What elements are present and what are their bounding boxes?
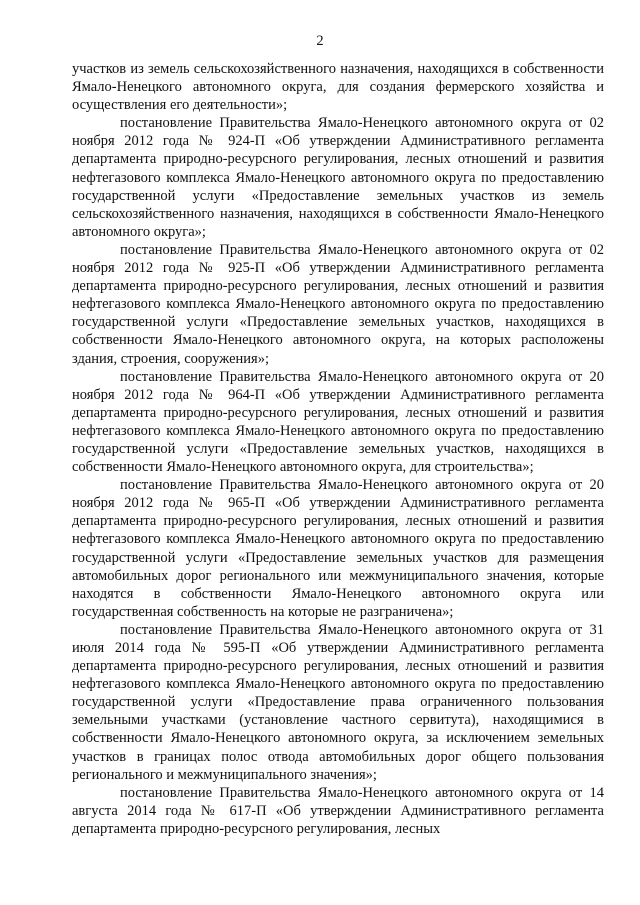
paragraph-resolution-925: постановление Правительства Ямало-Ненецкого автономного округа от 02 ноября 2012 года № 925-П «Об утверждении Административного регламента департамента природно-ресурсного регулирования, лесных отношений и развития нефтегазового комплекса Ямало-Ненецкого автономного округа по предоставлению государственной услуги «Предоставление земельных участков, находящихся в собственности Ямало-Ненецкого автономного округа, на которых расположены здания, строения, сооружения»; bbox=[72, 241, 604, 367]
paragraph-resolution-617: постановление Правительства Ямало-Ненецкого автономного округа от 14 августа 2014 года № 617-П «Об утверждении Административного регламента департамента природно-ресурсного регулирования, лесных bbox=[72, 784, 604, 837]
paragraph-resolution-924: постановление Правительства Ямало-Ненецкого автономного округа от 02 ноября 2012 года № 924-П «Об утверждении Административного регламента департамента природно-ресурсного регулирования, лесных отношений и развития нефтегазового комплекса Ямало-Ненецкого автономного округа по предоставлению государственной услуги «Предоставление земельных участков из земель сельскохозяйственного назначения, находящихся в собственности Ямало-Ненецкого автономного округа»; bbox=[72, 115, 604, 240]
paragraph-resolution-965: постановление Правительства Ямало-Ненецкого автономного округа от 20 ноября 2012 года № 965-П «Об утверждении Административного регламента департамента природно-ресурсного регулирования, лесных отношений и развития нефтегазового комплекса Ямало-Ненецкого автономного округа по предоставлению государственной услуги «Предоставление земельных участков для размещения автомобильных дорог регионального или межмуниципального значения, которые находятся в собственности Ямало-Ненецкого автономного округа или государственная собственность на которые не разграничена»; bbox=[72, 477, 604, 620]
paragraph-resolution-595: постановление Правительства Ямало-Ненецкого автономного округа от 31 июля 2014 года № 595-П «Об утверждении Административного регламента департамента природно-ресурсного регулирования, лесных отношений и развития нефтегазового комплекса Ямало-Ненецкого автономного округа по предоставлению государственной услуги «Предоставление права ограниченного пользования земельными участками (установление частного сервитута), находящимися в собственности Ямало-Ненецкого автономного округа, за исключением земельных участков в границах полос отвода автомобильных дорог общего пользования регионального и межмуниципального значения»; bbox=[72, 621, 604, 783]
paragraph-continuation: участков из земель сельскохозяйственного назначения, находящихся в собственности Ямало-Ненецкого автономного округа, для создания фермерского хозяйства и осуществления его деятельности»; bbox=[72, 61, 604, 114]
paragraph-resolution-964: постановление Правительства Ямало-Ненецкого автономного округа от 20 ноября 2012 года № 964-П «Об утверждении Административного регламента департамента природно-ресурсного регулирования, лесных отношений и развития нефтегазового комплекса Ямало-Ненецкого автономного округа по предоставлению государственной услуги «Предоставление земельных участков, находящихся в собственности Ямало-Ненецкого автономного округа, для строительства»; bbox=[72, 368, 604, 476]
page-number: 2 bbox=[316, 33, 324, 49]
document-body bbox=[72, 60, 604, 838]
